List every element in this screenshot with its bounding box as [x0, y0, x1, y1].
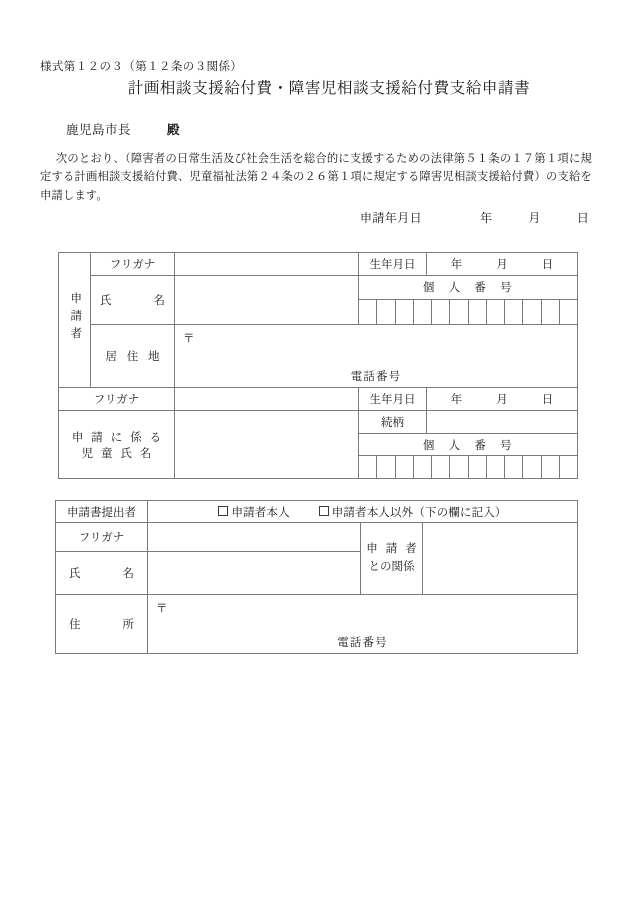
- application-date-month: 月: [528, 211, 541, 225]
- table-row: [56, 595, 578, 654]
- addressee-line: [66, 120, 180, 138]
- applicant-furigana-input[interactable]: [175, 253, 359, 276]
- mynumber-digit-box[interactable]: [432, 300, 450, 324]
- applicant-birthdate-label: 生年月日: [359, 253, 427, 276]
- applicant-side-label: 申請者: [69, 292, 82, 345]
- submitter-header-label: 申請書提出者: [56, 501, 148, 523]
- child-name-input[interactable]: [175, 411, 359, 479]
- addressee-honorific: 殿: [167, 123, 181, 137]
- submitter-option-self-label: 申請者本人: [231, 506, 290, 519]
- table-row: [59, 388, 578, 411]
- applicant-side-label-cell: [59, 253, 91, 388]
- applicant-furigana-label: フリガナ: [91, 253, 175, 276]
- mynumber-digit-box[interactable]: [542, 300, 560, 324]
- child-birthdate-input[interactable]: [427, 388, 578, 411]
- body-paragraph: 次のとおり、（障害者の日常生活及び社会生活を総合的に支援するための法律第５１条の１７第１項に規定する計画相談支援給付費、児童福祉法第２４条の２６第１項に規定する障害児相談支援給付費）の支給を申請します。: [40, 153, 592, 202]
- child-name-label: 申 請 に 係 る 児 童 氏 名: [59, 411, 175, 479]
- checkbox-icon[interactable]: [218, 506, 228, 516]
- applicant-birth-year: 年: [450, 259, 463, 271]
- applicant-name-label: 氏 名: [91, 276, 175, 325]
- submitter-table: [55, 500, 578, 654]
- child-mynumber-boxes[interactable]: [359, 456, 578, 479]
- child-birth-month: 月: [496, 394, 508, 406]
- application-date-line: [360, 209, 589, 226]
- submitter-relation-input[interactable]: [423, 523, 578, 595]
- applicant-birth-month: 月: [496, 259, 508, 271]
- table-row: [59, 276, 578, 300]
- submitter-name-label: 氏 名: [56, 552, 148, 595]
- submitter-option-other[interactable]: [319, 507, 507, 519]
- mynumber-digit-box[interactable]: [523, 300, 541, 324]
- application-date-day: 日: [576, 211, 590, 225]
- mynumber-box-strip: [359, 300, 577, 324]
- child-birth-day: 日: [541, 394, 554, 406]
- table-row: [59, 253, 578, 276]
- mynumber-digit-box[interactable]: [432, 456, 450, 478]
- mynumber-digit-box[interactable]: [469, 456, 487, 478]
- mynumber-digit-box[interactable]: [359, 300, 377, 324]
- child-furigana-input[interactable]: [175, 388, 359, 411]
- form-number: 様式第１２の３（第１２条の３関係）: [40, 61, 243, 73]
- submitter-option-other-label: 申請者本人以外: [331, 506, 414, 519]
- mynumber-digit-box[interactable]: [505, 300, 523, 324]
- mynumber-digit-box[interactable]: [450, 456, 468, 478]
- submitter-option-self[interactable]: [218, 507, 292, 519]
- postal-mark-icon: 〒: [156, 603, 168, 616]
- child-furigana-label: フリガナ: [59, 388, 175, 411]
- submitter-address-input[interactable]: [148, 595, 578, 654]
- mynumber-digit-box[interactable]: [523, 456, 541, 478]
- application-date-year: 年: [480, 211, 493, 225]
- application-date-label: 申請年月日: [360, 211, 423, 225]
- submitter-options: [148, 501, 578, 523]
- table-row: [59, 325, 578, 388]
- applicant-birthdate-input[interactable]: [427, 253, 578, 276]
- mynumber-box-strip: [359, 456, 577, 478]
- mynumber-digit-box[interactable]: [542, 456, 560, 478]
- applicant-name-input[interactable]: [175, 276, 359, 325]
- table-row: [56, 523, 578, 552]
- child-relationship-label: 続柄: [359, 411, 427, 434]
- applicant-mynumber-label: 個 人 番 号: [359, 276, 578, 300]
- mynumber-digit-box[interactable]: [505, 456, 523, 478]
- mynumber-digit-box[interactable]: [414, 300, 432, 324]
- addressee-name: 鹿児島市長: [66, 123, 132, 137]
- table-row: [59, 411, 578, 434]
- mynumber-digit-box[interactable]: [377, 300, 395, 324]
- applicant-residence-input[interactable]: [175, 325, 578, 388]
- mynumber-digit-box[interactable]: [414, 456, 432, 478]
- child-mynumber-label: 個 人 番 号: [359, 434, 578, 456]
- mynumber-digit-box[interactable]: [560, 456, 577, 478]
- child-birth-year: 年: [450, 394, 463, 406]
- submitter-furigana-label: フリガナ: [56, 523, 148, 552]
- mynumber-digit-box[interactable]: [396, 456, 414, 478]
- submitter-relation-label: 申 請 者 との関係: [361, 523, 423, 595]
- submitter-address-label: 住 所: [56, 595, 148, 654]
- mynumber-digit-box[interactable]: [469, 300, 487, 324]
- page-title: 計画相談支援給付費・障害児相談支援給付費支給申請書: [127, 80, 531, 97]
- submitter-furigana-input[interactable]: [148, 523, 361, 552]
- checkbox-icon[interactable]: [319, 506, 329, 516]
- mynumber-digit-box[interactable]: [560, 300, 577, 324]
- applicant-mynumber-boxes[interactable]: [359, 299, 578, 324]
- child-relationship-input[interactable]: [427, 411, 578, 434]
- mynumber-digit-box[interactable]: [487, 456, 505, 478]
- table-row: [56, 501, 578, 523]
- applicant-tel-label: 電話番号: [350, 371, 402, 383]
- mynumber-digit-box[interactable]: [377, 456, 395, 478]
- applicant-birth-day: 日: [541, 259, 554, 271]
- submitter-option-note: （下の欄に記入）: [413, 506, 507, 519]
- mynumber-digit-box[interactable]: [450, 300, 468, 324]
- submitter-name-input[interactable]: [148, 552, 361, 595]
- mynumber-digit-box[interactable]: [487, 300, 505, 324]
- applicant-child-table: [58, 252, 578, 479]
- postal-mark-icon: 〒: [183, 333, 195, 345]
- mynumber-digit-box[interactable]: [396, 300, 414, 324]
- child-birthdate-label: 生年月日: [359, 388, 427, 411]
- submitter-tel-label: 電話番号: [337, 637, 388, 650]
- mynumber-digit-box[interactable]: [359, 456, 377, 478]
- applicant-residence-label: 居 住 地: [91, 325, 175, 388]
